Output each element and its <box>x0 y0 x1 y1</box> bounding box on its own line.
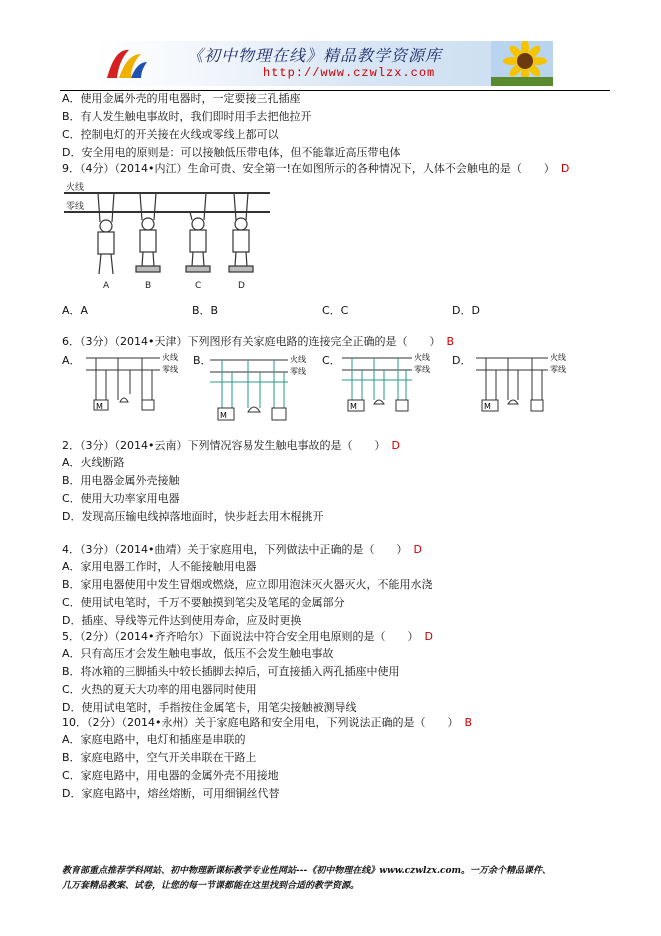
q9-fig-label-d: D <box>238 281 245 291</box>
q6-option-c-letter: C． <box>322 354 341 367</box>
header-banner <box>95 41 553 86</box>
q2-answer: D <box>391 439 400 452</box>
q9-person-c <box>186 193 210 272</box>
q5-stem: 5．（2分）（2014•齐齐哈尔）下面说法中符合安全用电原则的是（ ） D <box>62 630 433 643</box>
site-logo-icon <box>101 44 151 84</box>
header-divider <box>60 90 610 91</box>
q9-person-b <box>136 193 160 272</box>
q9-option-d: D．D <box>452 304 480 317</box>
footer-line-2: 几万套精品教案、试卷，让您的每一节课都能在这里找到合适的教学资源。 <box>62 881 360 891</box>
q6c-neutral: 零线 <box>414 365 430 374</box>
q4-option-c: C．使用试电笔时，千万不要触摸到笔尖及笔尾的金属部分 <box>62 596 345 609</box>
q-prev-option-b: B．有人发生触电事故时，我们即时用手去把他拉开 <box>62 110 312 123</box>
q2-option-b: B．用电器金属外壳接触 <box>62 474 180 487</box>
svg-text:M: M <box>350 402 357 411</box>
svg-text:M: M <box>484 402 491 411</box>
q4-option-a: A．家用电器工作时，人不能接触用电器 <box>62 560 257 573</box>
svg-text:M: M <box>96 402 103 411</box>
q2-option-c: C．使用大功率家用电器 <box>62 492 180 505</box>
q9-fig-label-b: B <box>145 281 152 291</box>
q6-circuit-b <box>208 350 318 428</box>
sunflower-icon <box>491 41 553 86</box>
q5-option-a: A．只有高压才会发生触电事故，低压不会发生触电事故 <box>62 647 334 660</box>
q10-stem: 10．（2分）（2014•永州）关于家庭电路和安全用电，下列说法正确的是（ ） B <box>62 716 473 729</box>
q9-option-b: B．B <box>192 304 219 317</box>
q6-circuit-c <box>340 350 440 418</box>
q9-live-label: 火线 <box>66 183 85 193</box>
q4-option-b: B．家用电器使用中发生冒烟或燃烧，应立即用泡沫灭火器灭火，不能用水浇 <box>62 578 433 591</box>
q2-option-a: A．火线断路 <box>62 456 125 469</box>
q4-option-d: D．插座、导线等元件达到使用寿命，应及时更换 <box>62 614 302 627</box>
q2-option-d: D．发现高压输电线掉落地面时，快步赶去用木棍挑开 <box>62 510 324 523</box>
q9-figure <box>62 180 272 292</box>
q-prev-option-a: A．使用金属外壳的用电器时，一定要接三孔插座 <box>62 92 301 105</box>
svg-text:M: M <box>220 411 227 420</box>
q6-option-a-letter: A． <box>62 354 81 367</box>
q4-stem: 4．（3分）（2014•曲靖）关于家庭用电，下列做法中正确的是（ ） D <box>62 543 422 556</box>
q5-option-d: D．使用试电笔时，手指按住金属笔卡，用笔尖接触被测导线 <box>62 701 357 714</box>
banner-title: 《初中物理在线》精品教学资源库 <box>187 46 443 65</box>
q6-stem: 6．（3分）（2014•天津）下列图形有关家庭电路的连接完全正确的是（ ） B <box>62 335 455 348</box>
q5-option-c: C．火热的夏天大功率的用电器同时使用 <box>62 683 257 696</box>
q-prev-option-d: D．安全用电的原则是：可以接触低压带电体，但不能靠近高压带电体 <box>62 146 401 159</box>
q9-answer: D <box>560 162 570 175</box>
q10-option-d: D．家庭电路中，熔丝熔断，可用细铜丝代替 <box>62 787 280 800</box>
q9-fig-label-c: C <box>195 281 202 291</box>
q5-answer: D <box>424 630 433 643</box>
q6-circuit-d <box>474 350 574 418</box>
q9-option-a: A．A <box>62 304 89 317</box>
q6b-live: 火线 <box>290 355 306 364</box>
q4-answer: D <box>413 543 422 556</box>
q10-option-a: A．家庭电路中，电灯和插座是串联的 <box>62 733 246 746</box>
q9-neutral-label: 零线 <box>66 202 85 212</box>
q6-answer: B <box>446 335 455 348</box>
q9-stem: 9．（4分）（2014•内江）生命可贵、安全第一!在如图所示的各种情况下，人体不会触电的是（ ） D <box>62 162 570 175</box>
q6-option-b-letter: B． <box>193 354 212 367</box>
q9-option-c: C．C <box>322 304 349 317</box>
q9-person-a <box>98 193 114 274</box>
q10-option-c: C．家庭电路中，用电器的金属外壳不用接地 <box>62 769 279 782</box>
q9-fig-label-a: A <box>103 281 110 291</box>
q9-person-d <box>229 193 253 272</box>
q5-option-b: B．将冰箱的三脚插头中较长插脚去掉后，可直接插入两孔插座中使用 <box>62 665 400 678</box>
q6-option-d-letter: D． <box>452 354 472 367</box>
q6b-neutral: 零线 <box>290 367 306 376</box>
q10-option-b: B．家庭电路中，空气开关串联在干路上 <box>62 751 257 764</box>
q6a-live: 火线 <box>162 353 178 362</box>
q2-stem: 2．（3分）（2014•云南）下列情况容易发生触电事故的是（ ） D <box>62 439 400 452</box>
q6a-neutral: 零线 <box>162 365 178 374</box>
q6-circuit-a <box>84 350 184 418</box>
q6c-live: 火线 <box>414 353 430 362</box>
q6d-neutral: 零线 <box>550 365 566 374</box>
q10-answer: B <box>464 716 473 729</box>
banner-url[interactable]: http://www.czwlzx.com <box>263 66 436 80</box>
footer-line-1: 教育部重点推荐学科网站、初中物理新课标教学专业性网站---《初中物理在线》www.czwlzx.com。一万余个精品课件、 <box>62 866 552 876</box>
q-prev-option-c: C．控制电灯的开关接在火线或零线上都可以 <box>62 128 279 141</box>
q6d-live: 火线 <box>550 353 566 362</box>
